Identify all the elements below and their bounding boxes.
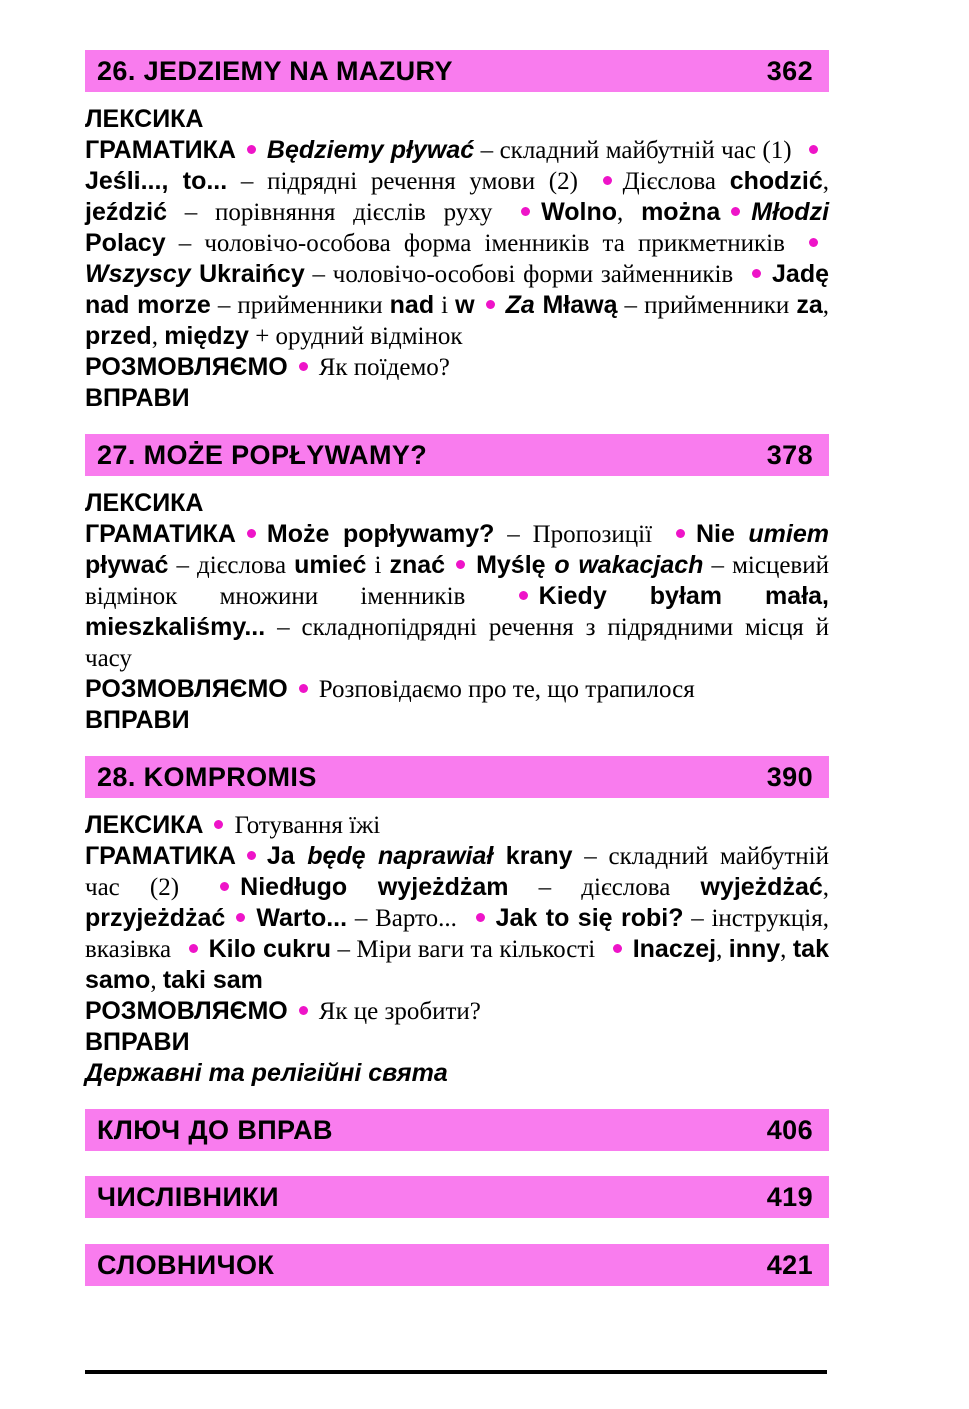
text-run: ГРАМАТИКА <box>85 520 236 548</box>
bullet-icon <box>752 269 761 278</box>
speaking-line <box>85 352 829 383</box>
text-run: , <box>617 199 642 226</box>
text-run: ВПРАВИ <box>85 384 190 412</box>
chapter-bar-27 <box>85 434 829 476</box>
bullet-icon <box>189 944 198 953</box>
text-run: , <box>822 168 830 195</box>
bullet-icon <box>519 591 528 600</box>
bullet-icon <box>809 238 818 247</box>
chapter-28-summary <box>85 810 829 1089</box>
footer-rule <box>85 1370 827 1374</box>
text-run: chodzić <box>729 167 823 195</box>
text-run: Myślę <box>476 551 555 579</box>
text-run: inny <box>728 935 781 963</box>
text-run: , <box>780 936 793 963</box>
lexis-heading <box>85 104 829 135</box>
text-run: Розповідаємо про те, що трапилося <box>318 676 695 703</box>
text-run: ЛЕКСИКА <box>85 489 204 517</box>
chapter-page-number: 378 <box>766 439 813 470</box>
bullet-icon <box>299 684 308 693</box>
chapter-page-number: 390 <box>766 761 813 792</box>
text-run: tak samo <box>85 935 829 994</box>
chapter-bar-28 <box>85 756 829 798</box>
backmatter-page-number: 419 <box>766 1181 813 1212</box>
text-run: – складнопідрядні речення з підрядними місця й часу <box>85 614 829 672</box>
text-run: Nie <box>695 520 749 548</box>
text-run: і <box>366 552 390 579</box>
backmatter-page-number: 421 <box>766 1249 813 1280</box>
text-run: Będziemy pływać <box>266 136 475 164</box>
text-run: – прийменники <box>210 292 390 319</box>
bullet-icon <box>809 145 818 154</box>
bullet-icon <box>731 207 740 216</box>
text-run: РОЗМОВЛЯЄМО <box>85 675 288 703</box>
text-run: і <box>434 292 456 319</box>
text-run: umieć <box>294 551 367 579</box>
text-run: Wszyscy <box>85 260 191 288</box>
backmatter-title: КЛЮЧ ДО ВПРАВ <box>97 1114 333 1145</box>
backmatter-bar-numerals <box>85 1176 829 1218</box>
text-run: , <box>822 292 829 319</box>
backmatter-title: СЛОВНИЧОК <box>97 1249 275 1280</box>
text-run: przed <box>85 322 152 350</box>
backmatter-page-number: 406 <box>766 1114 813 1145</box>
text-run: wyjeżdżać <box>700 873 823 901</box>
backmatter-bar-answer-key <box>85 1109 829 1151</box>
text-run: РОЗМОВЛЯЄМО <box>85 353 288 381</box>
backmatter-title: ЧИСЛІВНИКИ <box>97 1181 279 1212</box>
speaking-line <box>85 674 829 705</box>
bullet-icon <box>486 300 495 309</box>
lexis-line <box>85 810 829 841</box>
chapter-title: 26. JEDZIEMY NA MAZURY <box>97 55 453 86</box>
bullet-icon <box>299 1006 308 1015</box>
exercises-heading <box>85 383 829 414</box>
text-run: umiem <box>748 520 829 548</box>
text-run: można <box>641 198 721 226</box>
text-run: – місцевий відмінок множини іменників <box>85 552 829 610</box>
text-run: Kilo cukru <box>208 935 332 963</box>
text-run: Kiedy byłam mała, mieszkaliśmy... <box>85 582 829 641</box>
text-run: Державні та релігійні свята <box>85 1059 448 1087</box>
text-run: taki sam <box>162 966 263 994</box>
text-run: – порівняння дієслів руху <box>166 199 511 226</box>
text-run: + орудний відмінок <box>248 323 463 350</box>
bullet-icon <box>220 882 229 891</box>
text-run: o wakacjach <box>554 551 704 579</box>
bullet-icon <box>247 851 256 860</box>
text-run: , <box>822 874 829 901</box>
text-run: Jadę nad morze <box>85 260 829 319</box>
text-run: jeździć <box>85 198 167 226</box>
text-run: nad <box>389 291 435 319</box>
text-run: między <box>164 322 249 350</box>
grammar-paragraph <box>85 519 829 674</box>
text-run: – інструкція, вказівка <box>85 905 829 963</box>
text-run: Ja <box>266 842 308 870</box>
text-run: – чоловічо-особові форми займенників <box>304 261 742 288</box>
text-run: – дієслова <box>168 552 295 579</box>
chapter-title: 27. MOŻE POPŁYWAMY? <box>97 439 428 470</box>
text-run: krany <box>493 842 573 870</box>
toc-content-column <box>85 0 829 1374</box>
text-run: Może popływamy? <box>266 520 495 548</box>
text-run: – складний майбутній час (1) <box>474 137 799 164</box>
text-run: ГРАМАТИКА <box>85 842 236 870</box>
backmatter-bar-glossary <box>85 1244 829 1286</box>
exercises-heading <box>85 705 829 736</box>
holidays-subtitle <box>85 1058 829 1089</box>
text-run: – Міри ваги та кількості <box>331 936 602 963</box>
text-run: – дієслова <box>508 874 701 901</box>
bullet-icon <box>676 529 685 538</box>
chapter-27-summary <box>85 488 829 736</box>
exercises-heading <box>85 1027 829 1058</box>
text-run: – Варто... <box>347 905 465 932</box>
text-run: – прийменники <box>617 292 797 319</box>
text-run: – складний майбутній час (2) <box>85 843 829 901</box>
text-run: Mławą <box>534 291 618 319</box>
text-run: , <box>150 967 163 994</box>
text-run: Як поїдемо? <box>318 354 450 381</box>
chapter-page-number: 362 <box>766 55 813 86</box>
text-run: – Пропозиції <box>494 521 665 548</box>
bullet-icon <box>214 820 223 829</box>
bullet-icon <box>236 913 245 922</box>
text-run: Як це зробити? <box>318 998 481 1025</box>
text-run: Jak to się robi? <box>495 904 684 932</box>
text-run: ЛЕКСИКА <box>85 811 204 839</box>
bullet-icon <box>456 560 465 569</box>
bullet-icon <box>603 176 612 185</box>
text-run: przyjeżdżać <box>85 904 226 932</box>
text-run: – підрядні речення умови (2) <box>227 168 592 195</box>
text-run: Polacy <box>85 229 166 257</box>
bullet-icon <box>247 145 256 154</box>
chapter-bar-26 <box>85 50 829 92</box>
text-run: ЛЕКСИКА <box>85 105 204 133</box>
text-run: , <box>151 323 165 350</box>
speaking-line <box>85 996 829 1027</box>
text-run: , <box>716 936 729 963</box>
text-run: Warto... <box>256 904 348 932</box>
grammar-paragraph <box>85 135 829 352</box>
text-run: w <box>455 291 475 319</box>
chapter-26-summary <box>85 104 829 414</box>
bullet-icon <box>476 913 485 922</box>
chapter-title: 28. KOMPROMIS <box>97 761 317 792</box>
text-run: ГРАМАТИКА <box>85 136 236 164</box>
text-run: Niedługo wyjeżdżam <box>240 873 509 901</box>
text-run: Jeśli..., to... <box>85 167 228 195</box>
lexis-heading <box>85 488 829 519</box>
text-run: pływać <box>85 551 169 579</box>
text-run: Дієслова <box>622 168 730 195</box>
text-run: РОЗМОВЛЯЄМО <box>85 997 288 1025</box>
text-run: znać <box>389 551 446 579</box>
text-run: będę naprawiał <box>307 842 494 870</box>
bullet-icon <box>521 207 530 216</box>
text-run: Wolno <box>541 198 618 226</box>
grammar-paragraph <box>85 841 829 996</box>
text-run: za <box>796 291 823 319</box>
text-run: Ukraińcy <box>190 260 305 288</box>
text-run: ВПРАВИ <box>85 1028 190 1056</box>
bullet-icon <box>247 529 256 538</box>
text-run: – чоловічо-особова форма іменників та прикметників <box>165 230 798 257</box>
bullet-icon <box>613 944 622 953</box>
bullet-icon <box>299 362 308 371</box>
text-run: Młodzi <box>751 198 830 226</box>
text-run: Za <box>505 291 535 319</box>
text-run: Inaczej <box>632 935 717 963</box>
text-run: Готування їжі <box>234 812 381 839</box>
text-run: ВПРАВИ <box>85 706 190 734</box>
